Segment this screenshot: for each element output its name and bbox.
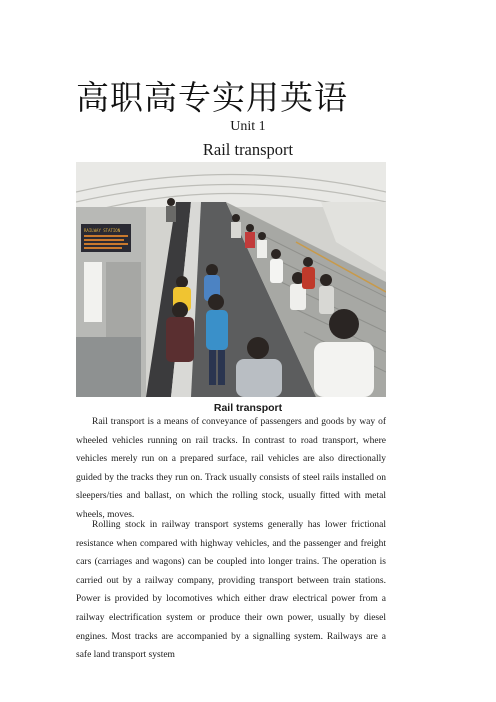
document-title: 高职高专实用英语: [76, 78, 348, 117]
escalator-photo: [76, 162, 386, 397]
figure-caption: Rail transport: [213, 402, 283, 414]
lesson-title: Rail transport: [202, 140, 294, 159]
paragraph-1: Rail transport is a means of conveyance of passengers and goods by way of wheeled vehicles running on rail tracks. In contrast to road transport, where vehicles merely run on a prepared surface, rail vehicles are also directionally guided by the tracks they run on. Track usually consists of steel rails installed on sleepers/ties and ballast, on which the rolling stock, usually fitted with metal wheels, moves.: [76, 417, 386, 520]
departure-board-text: RAILWAY STATION: [84, 228, 121, 233]
unit-label: Unit 1: [230, 119, 266, 134]
paragraph-2: Rolling stock in railway transport systems generally has lower frictional resistance when compared with highway vehicles, and the passenger and freight cars (carriages and wagons) can be coupled into longer trains. The operation is carried out by a railway company, providing transport between train stations. Power is provided by locomotives which either draw electrical power from a railway electrification system or produce their own power, usually by diesel engines. Most tracks are accompanied by a signalling system. Railways are a safe land transport system: [76, 520, 386, 661]
